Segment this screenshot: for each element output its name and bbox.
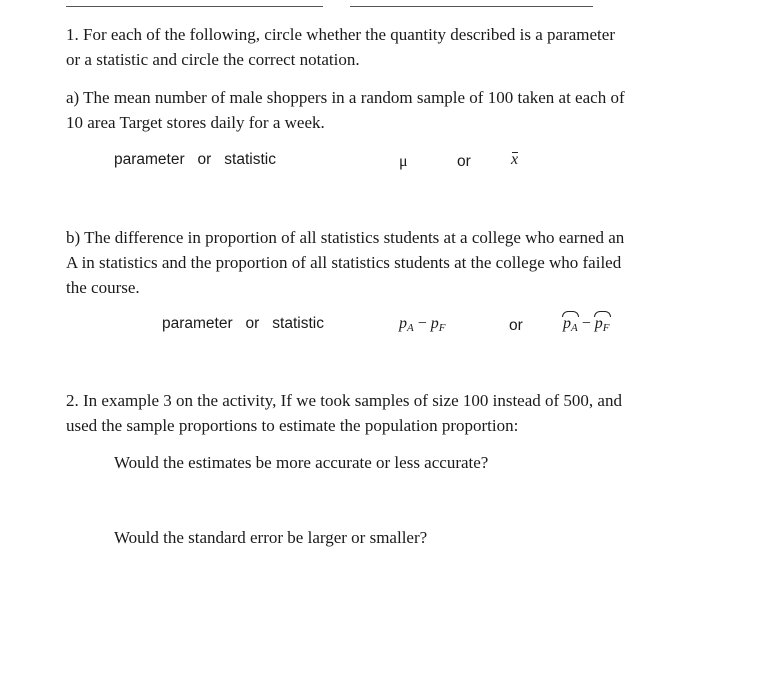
part-a-line-2: 10 area Target stores daily for a week. (66, 113, 325, 132)
part-a-line-1: a) The mean number of male shoppers in a random sample of 100 taken at each of (66, 88, 625, 107)
minus-sign-2: − (577, 315, 595, 332)
part-b-or: or (509, 317, 523, 334)
part-b-line-3: the course. (66, 278, 140, 297)
p-a-letter: p (399, 315, 407, 332)
p-hat-f-subscript: F (602, 322, 610, 334)
p-hat-a-letter: p (563, 315, 571, 332)
minus-sign: − (413, 315, 431, 332)
part-b-population-difference (399, 315, 446, 334)
part-a-text (66, 85, 625, 135)
part-b-line-1: b) The difference in proportion of all statistics students at a college who earned an (66, 228, 625, 247)
part-a-or: or (457, 153, 471, 170)
question-2-line-1: 2. In example 3 on the activity, If we took samples of size 100 instead of 500, and (66, 391, 622, 410)
p-hat-a (563, 315, 578, 334)
question-1-line-1: 1. For each of the following, circle whether the quantity described is a parameter (66, 25, 615, 44)
p-hat-f (595, 315, 610, 334)
part-a-parameter-or-statistic: parameter or statistic (114, 151, 276, 168)
top-rule-right (350, 6, 593, 7)
p-hat-a-subscript: A (571, 322, 578, 334)
part-b-text (66, 225, 624, 300)
question-2-text (66, 388, 622, 438)
p-hat-f-letter: p (594, 315, 603, 332)
xbar-glyph: x (511, 151, 519, 168)
top-rule-left (66, 6, 323, 7)
part-b-line-2: A in statistics and the proportion of all statistics students at the college who failed (66, 253, 622, 272)
p-f-subscript: F (438, 322, 446, 334)
question-2-accuracy: Would the estimates be more accurate or less accurate? (114, 453, 489, 472)
p-a-subscript: A (407, 322, 414, 334)
question-2-standard-error: Would the standard error be larger or smaller? (114, 528, 428, 547)
part-b-parameter-or-statistic: parameter or statistic (162, 315, 324, 332)
question-2-line-2: used the sample proportions to estimate the population proportion: (66, 416, 519, 435)
question-1-line-2: or a statistic and circle the correct notation. (66, 50, 360, 69)
part-a-mu-symbol: μ (399, 153, 408, 170)
question-1-prompt (66, 22, 615, 72)
part-b-sample-difference (563, 315, 610, 334)
p-f-letter: p (430, 315, 439, 332)
part-a-xbar-symbol (511, 151, 518, 169)
